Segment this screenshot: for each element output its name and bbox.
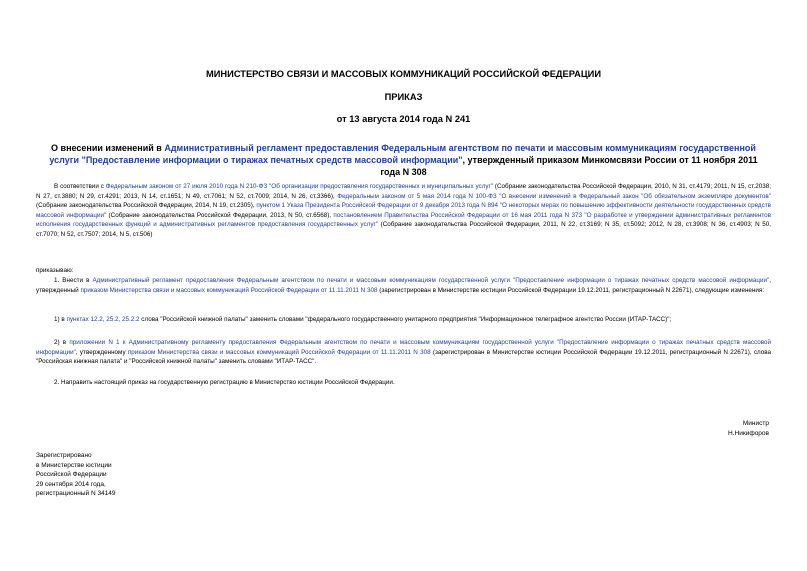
presidential-decree-link[interactable]: пунктом 1 Указа Президента Российской Федерации от 9 декабря 2013 года N 894 "О некоторых мерах по повышению эффективности деятельности государственных средств массовой информации": [36, 202, 771, 219]
federal-law-100-link[interactable]: Федеральным законом от 5 мая 2014 года N 100-ФЗ "О внесении изменений в Федеральный закон "Об обязательном экземпляре документов": [337, 192, 771, 200]
item1-order-308-link[interactable]: приказом Министерства связи и массовых коммуникаций Российской Федерации от 11.11.2011 N 308: [80, 286, 378, 294]
sub2-text-1: 2) в: [54, 339, 70, 346]
ministry-heading: МИНИСТЕРСТВО СВЯЗИ И МАССОВЫХ КОММУНИКАЦИЙ РОССИЙСКОЙ ФЕДЕРАЦИИ: [206, 69, 601, 79]
preamble-text-3: (Собрание законодательства Российской Федерации, 2014, N 19, ст.2305),: [36, 202, 257, 210]
sub2-text-3: (зарегистрирован в Министерстве юстиции Российской Федерации 19.12.2011, регистрационный N 22671), слова "Российская книжная палата" и "Российской книжной палаты" заменить словами "ИТАР-ТАСС".: [36, 348, 772, 366]
title-part1: О внесении изменений в: [51, 143, 165, 153]
sub1-text-2: слова "Российской книжной палаты" заменить словами "федерального государственного унитарного предприятия "Информационное телеграфное агентство России (ИТАР-ТАСС)";: [139, 316, 672, 323]
registration-line-5: регистрационный N 34149: [36, 490, 116, 498]
federal-law-210-link[interactable]: Федеральным законом от 27 июля 2010 года N 210-ФЗ "Об организации предоставления государственных и муниципальных услуг": [105, 183, 494, 190]
preamble-text-2: (Собрание законодательства Российской Федерации, 2010, N 31, ст.4179; 2011, N 15, ст.2038; N 27, ст.3880; N 29, ст.4291; 2013, N 14, ст.1651; N 49, ст.7061; N 52, ст.7009; 2014, N 26, ст.3366),: [36, 183, 771, 200]
item-1-paragraph: [36, 276, 771, 295]
signature-name: Н.Никифоров: [728, 429, 769, 437]
registration-line-4: 29 сентября 2014 года,: [36, 480, 106, 488]
document-title: [40, 142, 767, 178]
registration-line-3: Российской Федерации: [36, 471, 107, 479]
sub2-text-2: , утвержденному: [75, 348, 128, 356]
signature-position: Министр: [742, 420, 769, 427]
item1-text-2: , утвержденный: [36, 277, 772, 294]
registration-line-2: в Министерстве юстиции: [36, 461, 112, 469]
preamble-text-1: В соответствии с: [54, 183, 106, 190]
signature-block: [728, 419, 769, 438]
title-regulation-link[interactable]: Административный регламент предоставления Федеральным агентством по печати и массовым коммуникациям государственной услуги "Предоставление информации о тиражах печатных средств массовой информации": [49, 143, 756, 165]
order-word: приказываю:: [36, 267, 74, 274]
date-number: от 13 августа 2014 года N 241: [336, 114, 471, 124]
title-part2: , утвержденный приказом Минкомсвязи России от 11 ноября 2011 года N 308: [380, 155, 758, 177]
item1-text-3: (зарегистрирован в Министерстве юстиции Российской Федерации 19.12.2011, регистрационный N 22671), следующие изменения:: [377, 286, 765, 294]
sub1-points-link[interactable]: пунктах 12.2, 25.2, 25.2.2: [66, 316, 140, 323]
item1-text-1: 1. Внести в: [54, 277, 93, 284]
subitem-2-paragraph: [36, 338, 771, 367]
sub1-text-1: 1) в: [54, 316, 67, 323]
registration-line-1: Зарегистрировано: [36, 452, 92, 459]
sub2-appendix-link[interactable]: приложении N 1 к Административному регламенту предоставления Федеральным агентством по печати и массовым коммуникациям государственной услуги "Предоставление информации о тиражах печатных средств массовой информации": [36, 339, 771, 356]
doc-type-heading: ПРИКАЗ: [384, 92, 423, 102]
preamble-text-5: (Собрание законодательства Российской Федерации, 2011, N 22, ст.3169; N 35, ст.5092; 2012, N 28, ст.3908; N 36, ст.4903; N 50, ст.7070; N 52, ст.7507; 2014, N 5, ст.506): [36, 221, 771, 238]
government-resolution-link[interactable]: постановлением Правительства Российской Федерации от 16 мая 2011 года N 373 "О разработке и утверждении административных регламентов исполнения государственных функций и административных регламентов предоставления государственных услуг": [36, 211, 771, 229]
preamble-paragraph: [36, 182, 771, 240]
subitem-1-paragraph: [36, 315, 771, 325]
preamble-text-4: (Собрание законодательства Российской Федерации, 2013, N 50, ст.6568),: [106, 211, 334, 219]
item-2-paragraph: 2. Направить настоящий приказ на государственную регистрацию в Министерство юстиции Российской Федерации.: [54, 379, 395, 386]
sub2-order-308-link[interactable]: приказом Министерства связи и массовых коммуникаций Российской Федерации от 11.11.2011 N 308: [127, 348, 431, 356]
item1-regulation-link[interactable]: Административный регламент предоставления Федеральным агентством по печати и массовым коммуникациям государственной услуги "Предоставление информации о тиражах печатных средств массовой информации": [92, 277, 770, 284]
registration-block: [36, 451, 116, 499]
